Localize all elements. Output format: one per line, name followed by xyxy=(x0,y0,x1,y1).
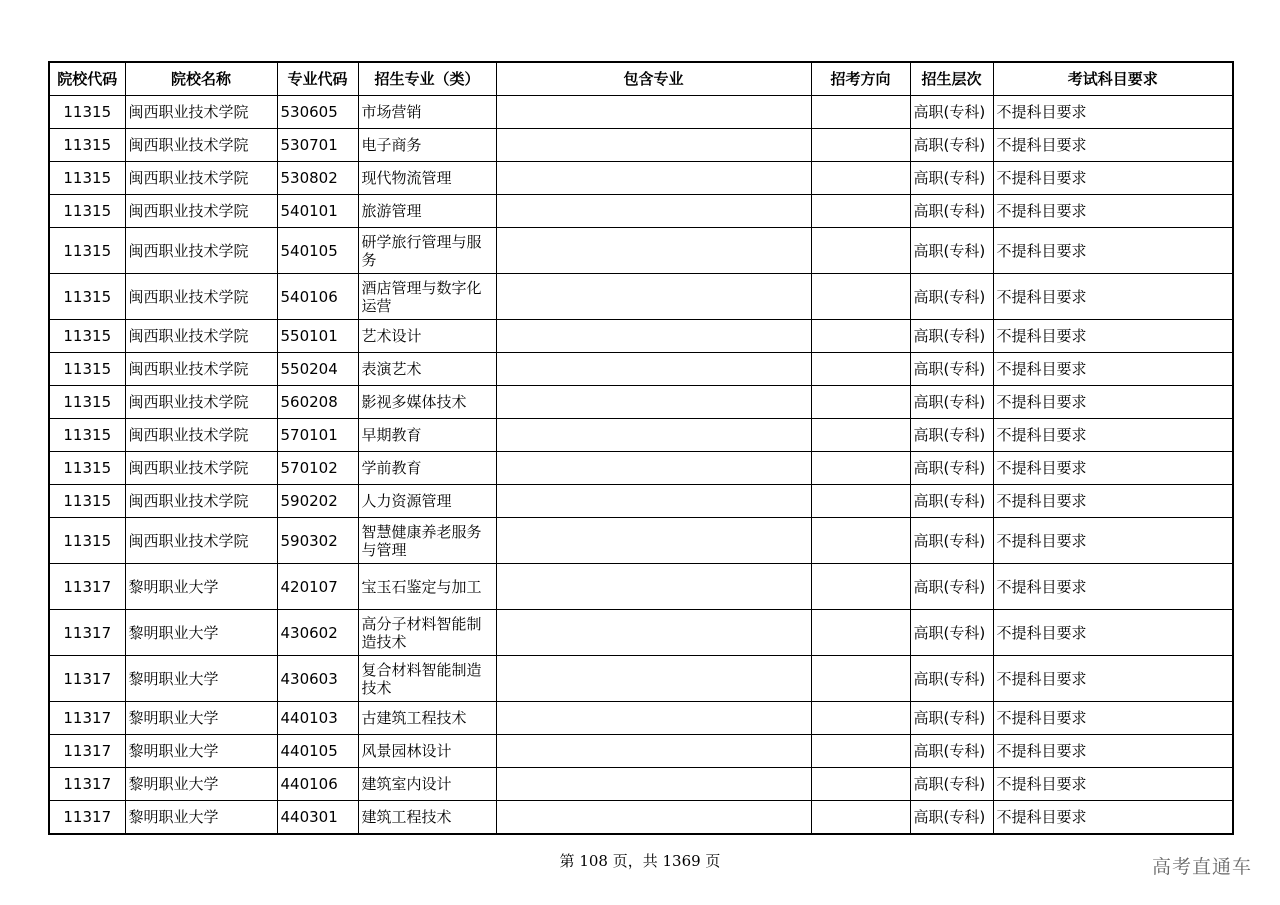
cell-major-code: 420107 xyxy=(277,564,358,610)
cell-major: 酒店管理与数字化运营 xyxy=(358,274,496,320)
cell-school-name: 闽西职业技术学院 xyxy=(125,162,277,195)
cell-included-majors xyxy=(496,320,811,353)
header-school-name: 院校名称 xyxy=(125,62,277,96)
table-row xyxy=(49,564,1233,610)
cell-major-code: 440301 xyxy=(277,801,358,834)
cell-school-code: 11317 xyxy=(49,564,125,610)
table-row xyxy=(49,353,1233,386)
cell-school-name: 闽西职业技术学院 xyxy=(125,96,277,129)
cell-level: 高职(专科) xyxy=(910,656,993,702)
cell-direction xyxy=(811,419,910,452)
cell-requirement: 不提科目要求 xyxy=(993,452,1233,485)
header-school-code: 院校代码 xyxy=(49,62,125,96)
cell-level: 高职(专科) xyxy=(910,195,993,228)
cell-school-code: 11317 xyxy=(49,656,125,702)
cell-major: 复合材料智能制造技术 xyxy=(358,656,496,702)
table-row xyxy=(49,485,1233,518)
cell-school-name: 黎明职业大学 xyxy=(125,564,277,610)
cell-included-majors xyxy=(496,228,811,274)
cell-school-code: 11317 xyxy=(49,735,125,768)
cell-included-majors xyxy=(496,610,811,656)
cell-major-code: 540101 xyxy=(277,195,358,228)
cell-school-name: 闽西职业技术学院 xyxy=(125,320,277,353)
cell-requirement: 不提科目要求 xyxy=(993,564,1233,610)
table-row xyxy=(49,452,1233,485)
cell-school-name: 闽西职业技术学院 xyxy=(125,274,277,320)
table-row xyxy=(49,320,1233,353)
table-row xyxy=(49,96,1233,129)
table-row xyxy=(49,419,1233,452)
cell-school-name: 闽西职业技术学院 xyxy=(125,485,277,518)
page-footer: 第 108 页，共 1369 页 xyxy=(559,852,721,870)
cell-included-majors xyxy=(496,564,811,610)
cell-school-code: 11315 xyxy=(49,320,125,353)
cell-school-name: 黎明职业大学 xyxy=(125,801,277,834)
cell-level: 高职(专科) xyxy=(910,735,993,768)
cell-major-code: 530605 xyxy=(277,96,358,129)
cell-major: 旅游管理 xyxy=(358,195,496,228)
cell-direction xyxy=(811,96,910,129)
cell-school-code: 11315 xyxy=(49,96,125,129)
cell-requirement: 不提科目要求 xyxy=(993,768,1233,801)
table-row xyxy=(49,129,1233,162)
cell-school-name: 黎明职业大学 xyxy=(125,610,277,656)
cell-requirement: 不提科目要求 xyxy=(993,195,1233,228)
cell-direction xyxy=(811,735,910,768)
cell-major-code: 550204 xyxy=(277,353,358,386)
cell-school-name: 黎明职业大学 xyxy=(125,768,277,801)
cell-direction xyxy=(811,610,910,656)
cell-requirement: 不提科目要求 xyxy=(993,320,1233,353)
cell-major: 建筑室内设计 xyxy=(358,768,496,801)
table-row xyxy=(49,162,1233,195)
cell-school-name: 闽西职业技术学院 xyxy=(125,419,277,452)
table-row xyxy=(49,702,1233,735)
cell-included-majors xyxy=(496,768,811,801)
cell-major-code: 440106 xyxy=(277,768,358,801)
cell-major-code: 530802 xyxy=(277,162,358,195)
cell-school-code: 11317 xyxy=(49,768,125,801)
cell-school-code: 11315 xyxy=(49,485,125,518)
cell-direction xyxy=(811,452,910,485)
cell-requirement: 不提科目要求 xyxy=(993,274,1233,320)
cell-direction xyxy=(811,386,910,419)
cell-requirement: 不提科目要求 xyxy=(993,162,1233,195)
cell-school-name: 闽西职业技术学院 xyxy=(125,386,277,419)
table-row xyxy=(49,768,1233,801)
cell-major-code: 550101 xyxy=(277,320,358,353)
cell-major: 现代物流管理 xyxy=(358,162,496,195)
cell-included-majors xyxy=(496,518,811,564)
header-level: 招生层次 xyxy=(910,62,993,96)
cell-level: 高职(专科) xyxy=(910,518,993,564)
cell-school-code: 11315 xyxy=(49,162,125,195)
cell-included-majors xyxy=(496,656,811,702)
cell-major-code: 570102 xyxy=(277,452,358,485)
cell-requirement: 不提科目要求 xyxy=(993,96,1233,129)
cell-major: 智慧健康养老服务与管理 xyxy=(358,518,496,564)
cell-major-code: 590302 xyxy=(277,518,358,564)
cell-school-name: 闽西职业技术学院 xyxy=(125,452,277,485)
cell-school-code: 11315 xyxy=(49,195,125,228)
cell-direction xyxy=(811,320,910,353)
cell-requirement: 不提科目要求 xyxy=(993,656,1233,702)
table-row xyxy=(49,801,1233,834)
header-included-majors: 包含专业 xyxy=(496,62,811,96)
table-row xyxy=(49,195,1233,228)
cell-major: 人力资源管理 xyxy=(358,485,496,518)
cell-requirement: 不提科目要求 xyxy=(993,702,1233,735)
cell-major: 影视多媒体技术 xyxy=(358,386,496,419)
cell-requirement: 不提科目要求 xyxy=(993,735,1233,768)
cell-major: 艺术设计 xyxy=(358,320,496,353)
cell-school-code: 11315 xyxy=(49,353,125,386)
cell-requirement: 不提科目要求 xyxy=(993,228,1233,274)
cell-direction xyxy=(811,702,910,735)
cell-included-majors xyxy=(496,195,811,228)
cell-level: 高职(专科) xyxy=(910,353,993,386)
cell-major: 建筑工程技术 xyxy=(358,801,496,834)
cell-level: 高职(专科) xyxy=(910,452,993,485)
cell-included-majors xyxy=(496,274,811,320)
cell-major-code: 540105 xyxy=(277,228,358,274)
cell-level: 高职(专科) xyxy=(910,485,993,518)
cell-included-majors xyxy=(496,801,811,834)
cell-level: 高职(专科) xyxy=(910,386,993,419)
cell-level: 高职(专科) xyxy=(910,96,993,129)
cell-major-code: 430603 xyxy=(277,656,358,702)
cell-major: 电子商务 xyxy=(358,129,496,162)
cell-major-code: 530701 xyxy=(277,129,358,162)
cell-major: 风景园林设计 xyxy=(358,735,496,768)
cell-included-majors xyxy=(496,129,811,162)
cell-direction xyxy=(811,485,910,518)
enrollment-table xyxy=(48,61,1234,835)
cell-direction xyxy=(811,274,910,320)
cell-school-code: 11315 xyxy=(49,228,125,274)
cell-level: 高职(专科) xyxy=(910,274,993,320)
cell-direction xyxy=(811,228,910,274)
cell-level: 高职(专科) xyxy=(910,162,993,195)
cell-school-code: 11317 xyxy=(49,610,125,656)
cell-direction xyxy=(811,768,910,801)
cell-school-code: 11317 xyxy=(49,801,125,834)
cell-included-majors xyxy=(496,353,811,386)
cell-direction xyxy=(811,656,910,702)
cell-requirement: 不提科目要求 xyxy=(993,419,1233,452)
cell-school-name: 黎明职业大学 xyxy=(125,656,277,702)
cell-major-code: 440105 xyxy=(277,735,358,768)
cell-direction xyxy=(811,195,910,228)
cell-school-code: 11315 xyxy=(49,386,125,419)
header-direction: 招考方向 xyxy=(811,62,910,96)
cell-school-code: 11315 xyxy=(49,274,125,320)
cell-direction xyxy=(811,162,910,195)
cell-major-code: 440103 xyxy=(277,702,358,735)
cell-level: 高职(专科) xyxy=(910,129,993,162)
cell-school-code: 11317 xyxy=(49,702,125,735)
cell-requirement: 不提科目要求 xyxy=(993,485,1233,518)
cell-school-name: 闽西职业技术学院 xyxy=(125,195,277,228)
cell-included-majors xyxy=(496,702,811,735)
table-body xyxy=(49,96,1233,834)
table-header-row xyxy=(49,62,1233,96)
cell-included-majors xyxy=(496,419,811,452)
cell-direction xyxy=(811,129,910,162)
watermark: 高考直通车 xyxy=(1151,856,1252,878)
cell-level: 高职(专科) xyxy=(910,564,993,610)
table-row xyxy=(49,518,1233,564)
cell-major-code: 430602 xyxy=(277,610,358,656)
cell-school-name: 闽西职业技术学院 xyxy=(125,129,277,162)
cell-school-name: 闽西职业技术学院 xyxy=(125,353,277,386)
cell-included-majors xyxy=(496,386,811,419)
header-major: 招生专业（类） xyxy=(358,62,496,96)
cell-requirement: 不提科目要求 xyxy=(993,518,1233,564)
cell-included-majors xyxy=(496,485,811,518)
cell-major: 高分子材料智能制造技术 xyxy=(358,610,496,656)
cell-requirement: 不提科目要求 xyxy=(993,801,1233,834)
cell-level: 高职(专科) xyxy=(910,419,993,452)
cell-major-code: 590202 xyxy=(277,485,358,518)
table-row xyxy=(49,610,1233,656)
cell-level: 高职(专科) xyxy=(910,228,993,274)
cell-requirement: 不提科目要求 xyxy=(993,129,1233,162)
cell-major-code: 540106 xyxy=(277,274,358,320)
cell-major: 宝玉石鉴定与加工 xyxy=(358,564,496,610)
cell-major-code: 570101 xyxy=(277,419,358,452)
cell-direction xyxy=(811,801,910,834)
cell-major-code: 560208 xyxy=(277,386,358,419)
table-row xyxy=(49,228,1233,274)
cell-major: 早期教育 xyxy=(358,419,496,452)
table-row xyxy=(49,735,1233,768)
table-row xyxy=(49,274,1233,320)
cell-major: 学前教育 xyxy=(358,452,496,485)
cell-school-code: 11315 xyxy=(49,518,125,564)
cell-school-code: 11315 xyxy=(49,419,125,452)
cell-included-majors xyxy=(496,162,811,195)
cell-direction xyxy=(811,518,910,564)
cell-level: 高职(专科) xyxy=(910,801,993,834)
cell-major: 表演艺术 xyxy=(358,353,496,386)
cell-school-name: 闽西职业技术学院 xyxy=(125,518,277,564)
cell-major: 市场营销 xyxy=(358,96,496,129)
cell-level: 高职(专科) xyxy=(910,768,993,801)
cell-level: 高职(专科) xyxy=(910,702,993,735)
cell-school-name: 黎明职业大学 xyxy=(125,702,277,735)
header-requirement: 考试科目要求 xyxy=(993,62,1233,96)
cell-school-code: 11315 xyxy=(49,129,125,162)
header-major-code: 专业代码 xyxy=(277,62,358,96)
table-row xyxy=(49,386,1233,419)
cell-included-majors xyxy=(496,452,811,485)
cell-included-majors xyxy=(496,96,811,129)
table-row xyxy=(49,656,1233,702)
cell-requirement: 不提科目要求 xyxy=(993,386,1233,419)
cell-school-name: 黎明职业大学 xyxy=(125,735,277,768)
cell-school-name: 闽西职业技术学院 xyxy=(125,228,277,274)
cell-major: 古建筑工程技术 xyxy=(358,702,496,735)
cell-level: 高职(专科) xyxy=(910,320,993,353)
cell-school-code: 11315 xyxy=(49,452,125,485)
cell-major: 研学旅行管理与服务 xyxy=(358,228,496,274)
cell-direction xyxy=(811,353,910,386)
cell-level: 高职(专科) xyxy=(910,610,993,656)
cell-requirement: 不提科目要求 xyxy=(993,610,1233,656)
cell-included-majors xyxy=(496,735,811,768)
cell-requirement: 不提科目要求 xyxy=(993,353,1233,386)
cell-direction xyxy=(811,564,910,610)
